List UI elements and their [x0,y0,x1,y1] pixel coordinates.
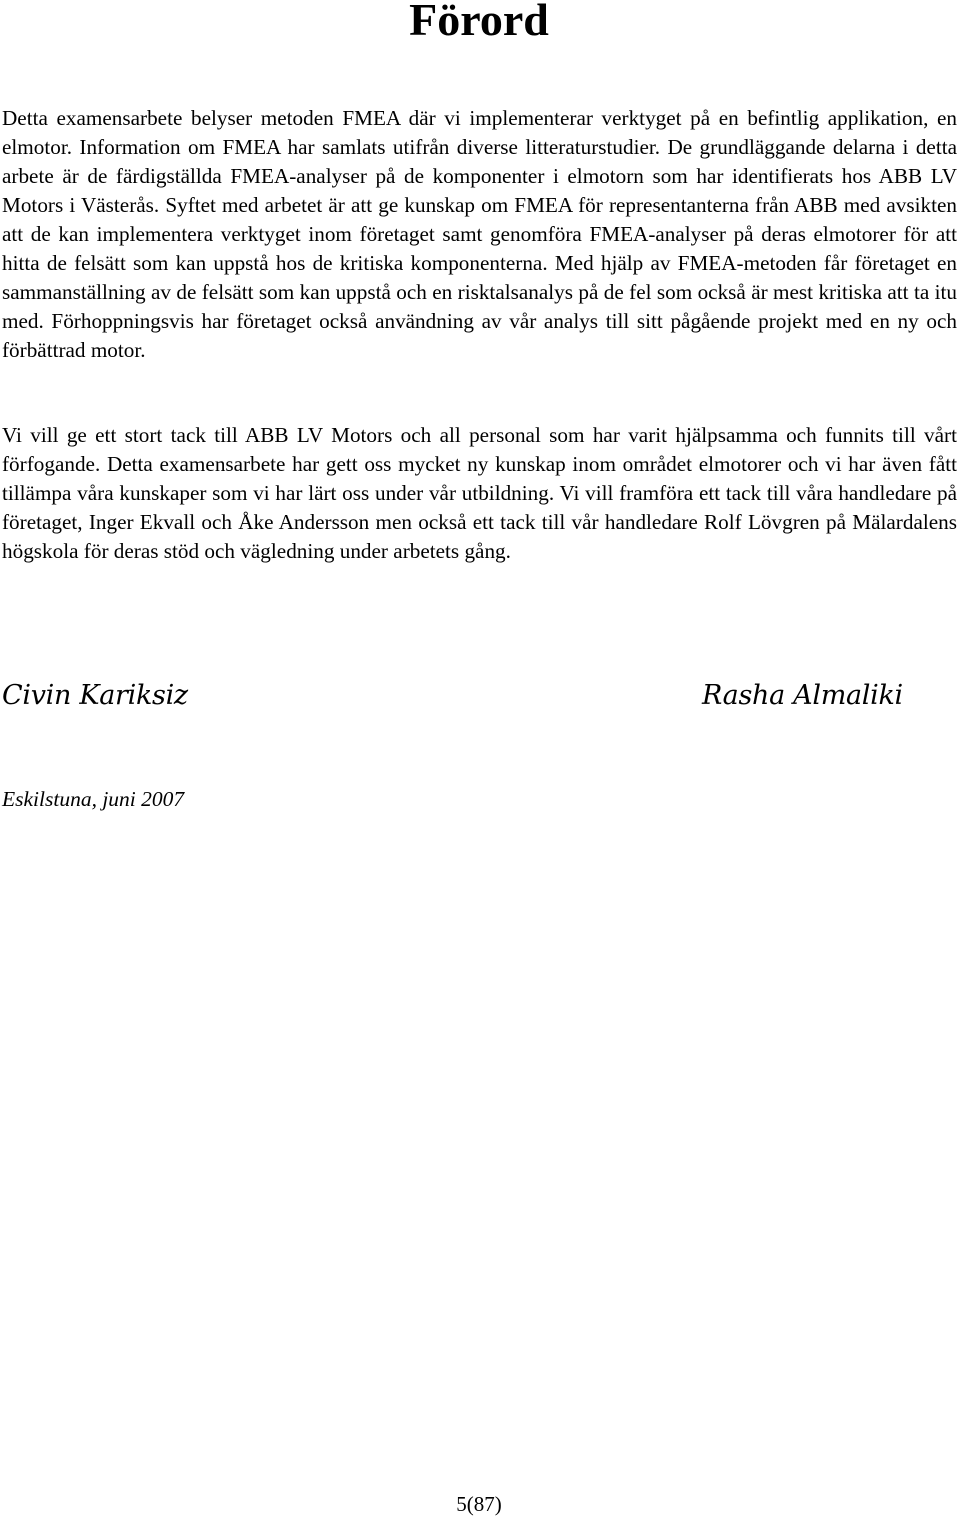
signature-author-2: Rasha Almaliki [702,680,903,711]
paragraph-acknowledgements: Vi vill ge ett stort tack till ABB LV Motors och all personal som har varit hjälpsamma och funnits till vårt förfogande. Detta examensarbete har gett oss mycket ny kunskap inom området elmotorer och vi har även fått tillämpa våra kunskaper som vi har lärt oss under vår utbildning. Vi vill framföra ett tack till våra handledare på företaget, Inger Ekvall och Åke Andersson men också ett tack till vår handledare Rolf Lövgren på Mälardalens högskola för deras stöd och vägledning under arbetets gång. [2,423,957,563]
paragraph-intro: Detta examensarbete belyser metoden FMEA där vi implementerar verktyget på en befintlig applikation, en elmotor. Information om FMEA har samlats utifrån diverse litteraturstudier. De grundläggande delarna i detta arbete är de färdigställda FMEA-analyser på de komponenter i elmotorn som har identifierats hos ABB LV Motors i Västerås. Syftet med arbetet är att ge kunskap om FMEA för representanterna från ABB med avsikten att de kan implementera verktyget inom företaget samt genomföra FMEA-analyser på deras elmotorer för att hitta de felsätt som kan uppstå hos de kritiska komponenterna. Med hjälp av FMEA-metoden får företaget en sammanställning av de felsätt som kan uppstå och en risktalsanalys på de fel som också är mest kritiska att ta itu med. Förhoppningsvis har företaget också användning av vår analys till sitt pågående projekt med en ny och förbättrad motor. [2,106,957,362]
page-title: Förord [409,0,549,45]
page-number: 5(87) [456,1492,502,1516]
place-and-date: Eskilstuna, juni 2007 [2,787,185,811]
signature-author-1: Civin Kariksiz [2,680,188,711]
